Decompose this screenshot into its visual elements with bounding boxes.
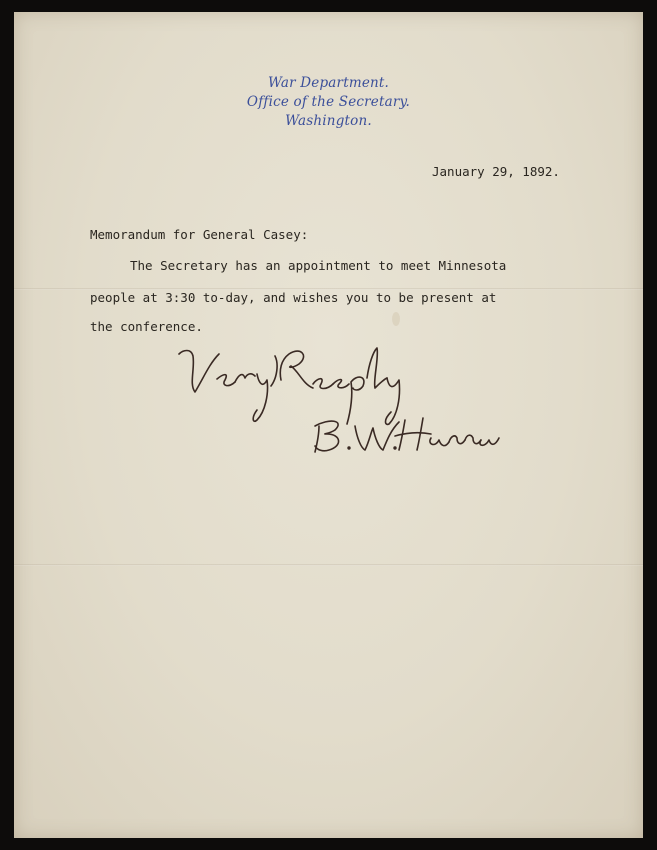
letter-date: January 29, 1892. bbox=[432, 164, 560, 179]
paper-stain bbox=[392, 312, 400, 326]
memo-heading: Memorandum for General Casey: bbox=[90, 227, 309, 242]
letterhead-department: War Department. bbox=[267, 75, 390, 91]
fold-line-lower bbox=[14, 564, 643, 566]
letterhead-office: Office of the Secretary. bbox=[246, 94, 411, 110]
letterhead bbox=[14, 74, 643, 131]
handwritten-signature bbox=[169, 334, 509, 464]
letter-sheet bbox=[14, 12, 643, 838]
memo-body-line: The Secretary has an appointment to meet Minnesota bbox=[130, 258, 507, 273]
memo-body-line: the conference. bbox=[90, 319, 203, 334]
letterhead-city: Washington. bbox=[285, 113, 372, 129]
memo-body-line: people at 3:30 to-day, and wishes you to be present at bbox=[90, 290, 497, 305]
